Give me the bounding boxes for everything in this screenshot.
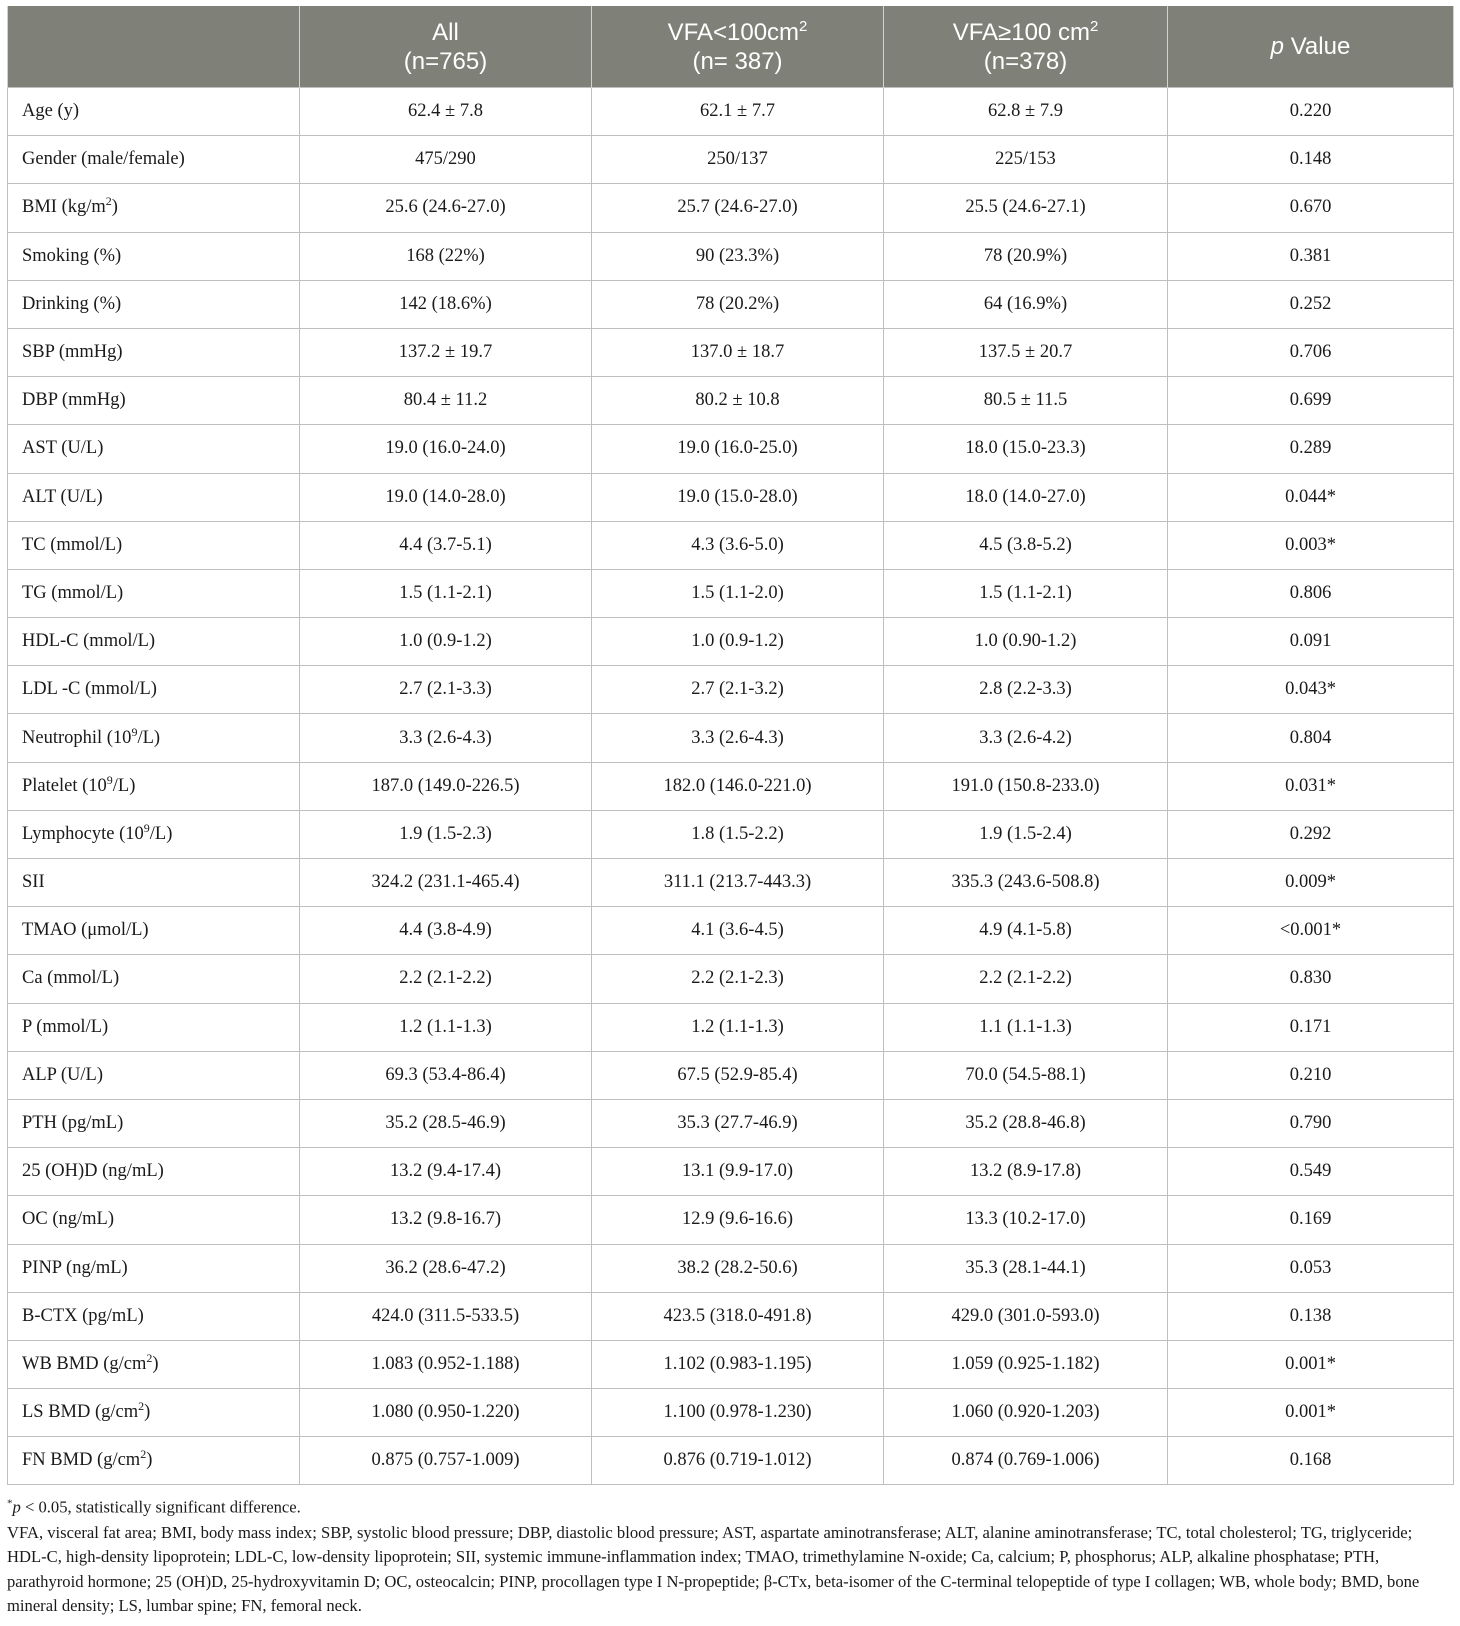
cell-p-value: 0.003* xyxy=(1168,521,1454,569)
cell-variable: ALP (U/L) xyxy=(8,1051,300,1099)
table-row xyxy=(8,714,1454,762)
cell-vfa-low: 4.1 (3.6-4.5) xyxy=(592,907,884,955)
cell-variable: Lymphocyte $(10^9/L)$ xyxy=(8,810,300,858)
cell-p-value: 0.053 xyxy=(1168,1244,1454,1292)
table-row xyxy=(8,328,1454,376)
cell-all: 19.0 (14.0-28.0) xyxy=(300,473,592,521)
cell-all: 35.2 (28.5-46.9) xyxy=(300,1099,592,1147)
cell-vfa-low: 1.102 (0.983-1.195) xyxy=(592,1340,884,1388)
cell-p-value: 0.806 xyxy=(1168,569,1454,617)
cell-variable: WB BMD $(g/cm^2)$ xyxy=(8,1340,300,1388)
cell-all: 187.0 (149.0-226.5) xyxy=(300,762,592,810)
cell-vfa-low: 4.3 (3.6-5.0) xyxy=(592,521,884,569)
cell-all: 4.4 (3.8-4.9) xyxy=(300,907,592,955)
cell-all: 2.2 (2.1-2.2) xyxy=(300,955,592,1003)
cell-vfa-low: 90 (23.3%) xyxy=(592,232,884,280)
cell-vfa-low: 2.2 (2.1-2.3) xyxy=(592,955,884,1003)
cell-vfa-low: 1.0 (0.9-1.2) xyxy=(592,618,884,666)
cell-vfa-high: 18.0 (15.0-23.3) xyxy=(884,425,1168,473)
cell-vfa-low: 38.2 (28.2-50.6) xyxy=(592,1244,884,1292)
table-row xyxy=(8,377,1454,425)
cell-vfa-high: 1.9 (1.5-2.4) xyxy=(884,810,1168,858)
cell-vfa-low: 3.3 (2.6-4.3) xyxy=(592,714,884,762)
footnote-marker: * xyxy=(7,1497,13,1510)
cell-p-value: 0.171 xyxy=(1168,1003,1454,1051)
cell-vfa-high: 2.8 (2.2-3.3) xyxy=(884,666,1168,714)
cell-all: 137.2 ± 19.7 xyxy=(300,328,592,376)
header-vfa-high xyxy=(884,6,1168,88)
cell-vfa-high: 1.1 (1.1-1.3) xyxy=(884,1003,1168,1051)
cell-p-value: 0.210 xyxy=(1168,1051,1454,1099)
header-vfa-high-title: VFA≥100 cm xyxy=(952,18,1090,46)
cell-p-value: 0.804 xyxy=(1168,714,1454,762)
cell-p-value: 0.043* xyxy=(1168,666,1454,714)
cell-vfa-low: 2.7 (2.1-3.2) xyxy=(592,666,884,714)
header-vfa-high-n: (n=378) xyxy=(983,47,1068,75)
cell-variable: OC (ng/mL) xyxy=(8,1196,300,1244)
header-p-italic: p xyxy=(1270,33,1285,60)
cell-vfa-low: 25.7 (24.6-27.0) xyxy=(592,184,884,232)
cell-vfa-high: 1.5 (1.1-2.1) xyxy=(884,569,1168,617)
cell-p-value: 0.138 xyxy=(1168,1292,1454,1340)
cell-all: 4.4 (3.7-5.1) xyxy=(300,521,592,569)
table-row xyxy=(8,762,1454,810)
cell-all: 69.3 (53.4-86.4) xyxy=(300,1051,592,1099)
header-row xyxy=(8,6,1454,88)
cell-variable: Smoking (%) xyxy=(8,232,300,280)
cell-p-value: 0.549 xyxy=(1168,1148,1454,1196)
cell-vfa-high: 13.3 (10.2-17.0) xyxy=(884,1196,1168,1244)
table-row xyxy=(8,184,1454,232)
cell-p-value: 0.220 xyxy=(1168,88,1454,136)
cell-vfa-low: 35.3 (27.7-46.9) xyxy=(592,1099,884,1147)
cell-p-value: 0.001* xyxy=(1168,1389,1454,1437)
cell-vfa-low: 19.0 (16.0-25.0) xyxy=(592,425,884,473)
table-row xyxy=(8,1437,1454,1485)
cell-vfa-high: 137.5 ± 20.7 xyxy=(884,328,1168,376)
cell-vfa-high: 13.2 (8.9-17.8) xyxy=(884,1148,1168,1196)
cell-all: 1.5 (1.1-2.1) xyxy=(300,569,592,617)
cell-variable: PTH (pg/mL) xyxy=(8,1099,300,1147)
table-row xyxy=(8,1244,1454,1292)
cell-vfa-low: 182.0 (146.0-221.0) xyxy=(592,762,884,810)
header-vfa-low-title: VFA<100cm xyxy=(667,18,800,46)
cell-vfa-high: 2.2 (2.1-2.2) xyxy=(884,955,1168,1003)
significance-footnote xyxy=(7,1491,1453,1520)
table-header xyxy=(8,6,1454,88)
cell-p-value: 0.169 xyxy=(1168,1196,1454,1244)
cell-vfa-low: 1.100 (0.978-1.230) xyxy=(592,1389,884,1437)
cell-all: 0.875 (0.757-1.009) xyxy=(300,1437,592,1485)
cell-vfa-low: 19.0 (15.0-28.0) xyxy=(592,473,884,521)
cell-all: 142 (18.6%) xyxy=(300,280,592,328)
header-all-title: All xyxy=(432,18,459,46)
cell-p-value: <0.001* xyxy=(1168,907,1454,955)
header-p-value xyxy=(1168,6,1454,88)
table-row xyxy=(8,88,1454,136)
cell-vfa-low: 0.876 (0.719-1.012) xyxy=(592,1437,884,1485)
table-row xyxy=(8,1148,1454,1196)
cell-variable: ALT (U/L) xyxy=(8,473,300,521)
cell-variable: Neutrophil $(10^9/L)$ xyxy=(8,714,300,762)
cell-all: 1.083 (0.952-1.188) xyxy=(300,1340,592,1388)
cell-variable: Gender (male/female) xyxy=(8,136,300,184)
cell-p-value: 0.706 xyxy=(1168,328,1454,376)
cell-all: 1.2 (1.1-1.3) xyxy=(300,1003,592,1051)
cell-vfa-high: 64 (16.9%) xyxy=(884,280,1168,328)
cell-p-value: 0.381 xyxy=(1168,232,1454,280)
header-vfa-low-sup: 2 xyxy=(799,17,808,35)
cell-all: 1.080 (0.950-1.220) xyxy=(300,1389,592,1437)
table-body xyxy=(8,88,1454,1485)
cell-p-value: 0.830 xyxy=(1168,955,1454,1003)
table-row xyxy=(8,1389,1454,1437)
cell-all: 80.4 ± 11.2 xyxy=(300,377,592,425)
table-row xyxy=(8,280,1454,328)
cell-p-value: 0.031* xyxy=(1168,762,1454,810)
cell-variable: P (mmol/L) xyxy=(8,1003,300,1051)
cell-vfa-low: 67.5 (52.9-85.4) xyxy=(592,1051,884,1099)
header-variable xyxy=(8,6,300,88)
cell-vfa-high: 78 (20.9%) xyxy=(884,232,1168,280)
cell-p-value: 0.168 xyxy=(1168,1437,1454,1485)
cell-vfa-low: 423.5 (318.0-491.8) xyxy=(592,1292,884,1340)
cell-all: 2.7 (2.1-3.3) xyxy=(300,666,592,714)
cell-variable: 25 (OH)D (ng/mL) xyxy=(8,1148,300,1196)
cell-vfa-low: 250/137 xyxy=(592,136,884,184)
cell-all: 1.9 (1.5-2.3) xyxy=(300,810,592,858)
cell-all: 25.6 (24.6-27.0) xyxy=(300,184,592,232)
cell-vfa-high: 0.874 (0.769-1.006) xyxy=(884,1437,1168,1485)
cell-p-value: 0.292 xyxy=(1168,810,1454,858)
cell-vfa-low: 1.2 (1.1-1.3) xyxy=(592,1003,884,1051)
table-row xyxy=(8,473,1454,521)
cell-vfa-high: 35.2 (28.8-46.8) xyxy=(884,1099,1168,1147)
cell-variable: TC (mmol/L) xyxy=(8,521,300,569)
cell-all: 3.3 (2.6-4.3) xyxy=(300,714,592,762)
cell-p-value: 0.044* xyxy=(1168,473,1454,521)
cell-vfa-high: 1.060 (0.920-1.203) xyxy=(884,1389,1168,1437)
cell-vfa-low: 137.0 ± 18.7 xyxy=(592,328,884,376)
table-row xyxy=(8,1292,1454,1340)
table-row xyxy=(8,955,1454,1003)
cell-p-value: 0.699 xyxy=(1168,377,1454,425)
header-vfa-high-sup: 2 xyxy=(1089,17,1099,35)
cell-p-value: 0.091 xyxy=(1168,618,1454,666)
cell-all: 475/290 xyxy=(300,136,592,184)
table-row xyxy=(8,1099,1454,1147)
cell-all: 168 (22%) xyxy=(300,232,592,280)
table-row xyxy=(8,1003,1454,1051)
cell-variable: TMAO (μmol/L) xyxy=(8,907,300,955)
cell-vfa-high: 25.5 (24.6-27.1) xyxy=(884,184,1168,232)
cell-vfa-high: 3.3 (2.6-4.2) xyxy=(884,714,1168,762)
cell-vfa-low: 1.8 (1.5-2.2) xyxy=(592,810,884,858)
cell-variable: LDL -C (mmol/L) xyxy=(8,666,300,714)
table-row xyxy=(8,666,1454,714)
cell-p-value: 0.001* xyxy=(1168,1340,1454,1388)
table-row xyxy=(8,859,1454,907)
cell-variable: DBP (mmHg) xyxy=(8,377,300,425)
cell-all: 13.2 (9.4-17.4) xyxy=(300,1148,592,1196)
cell-vfa-high: 335.3 (243.6-508.8) xyxy=(884,859,1168,907)
cell-vfa-low: 1.5 (1.1-2.0) xyxy=(592,569,884,617)
table-row xyxy=(8,232,1454,280)
cell-all: 13.2 (9.8-16.7) xyxy=(300,1196,592,1244)
cell-variable: BMI $(kg/m^2)$ xyxy=(8,184,300,232)
cell-vfa-high: 70.0 (54.5-88.1) xyxy=(884,1051,1168,1099)
cell-variable: SII xyxy=(8,859,300,907)
cell-vfa-high: 4.9 (4.1-5.8) xyxy=(884,907,1168,955)
cell-vfa-low: 62.1 ± 7.7 xyxy=(592,88,884,136)
cell-vfa-low: 12.9 (9.6-16.6) xyxy=(592,1196,884,1244)
abbreviations-note: VFA, visceral fat area; BMI, body mass index; SBP, systolic blood pressure; DBP, diastolic blood pressure; AST, aspartate aminotransferase; ALT, alanine aminotransferase; TC, total cholesterol; TG, triglyceride; HDL-C, high-density lipoprotein; LDL-C, low-density lipoprotein; SII, systemic immune-inflammation index; TMAO, trimethylamine N-oxide; Ca, calcium; P, phosphorus; ALP, alkaline phosphatase; PTH, parathyroid hormone; 25 (OH)D, 25-hydroxyvitamin D; OC, osteocalcin; PINP, procollagen type I N-propeptide; β-CTx, beta-isomer of the C-terminal telopeptide of type I collagen; WB, whole body; BMD, bone mineral density; LS, lumbar spine; FN, femoral neck. xyxy=(7,1522,1420,1616)
baseline-characteristics-table xyxy=(7,6,1454,1485)
cell-p-value: 0.252 xyxy=(1168,280,1454,328)
cell-variable: LS BMD $(g/cm^2)$ xyxy=(8,1389,300,1437)
cell-vfa-high: 191.0 (150.8-233.0) xyxy=(884,762,1168,810)
cell-variable: B-CTX (pg/mL) xyxy=(8,1292,300,1340)
cell-vfa-high: 1.0 (0.90-1.2) xyxy=(884,618,1168,666)
cell-all: 424.0 (311.5-533.5) xyxy=(300,1292,592,1340)
cell-vfa-high: 225/153 xyxy=(884,136,1168,184)
cell-vfa-high: 35.3 (28.1-44.1) xyxy=(884,1244,1168,1292)
header-p-rest: Value xyxy=(1284,33,1351,60)
cell-vfa-high: 80.5 ± 11.5 xyxy=(884,377,1168,425)
document xyxy=(7,6,1453,1619)
cell-vfa-high: 1.059 (0.925-1.182) xyxy=(884,1340,1168,1388)
cell-vfa-high: 18.0 (14.0-27.0) xyxy=(884,473,1168,521)
table-row xyxy=(8,569,1454,617)
cell-vfa-high: 62.8 ± 7.9 xyxy=(884,88,1168,136)
cell-all: 36.2 (28.6-47.2) xyxy=(300,1244,592,1292)
cell-p-value: 0.148 xyxy=(1168,136,1454,184)
header-all-n: (n=765) xyxy=(403,47,488,75)
table-row xyxy=(8,618,1454,666)
cell-p-value: 0.009* xyxy=(1168,859,1454,907)
header-all xyxy=(300,6,592,88)
cell-vfa-low: 13.1 (9.9-17.0) xyxy=(592,1148,884,1196)
cell-variable: Ca (mmol/L) xyxy=(8,955,300,1003)
table-row xyxy=(8,136,1454,184)
table-row xyxy=(8,521,1454,569)
cell-variable: Platelet $(10^9/L)$ xyxy=(8,762,300,810)
cell-all: 1.0 (0.9-1.2) xyxy=(300,618,592,666)
cell-vfa-low: 80.2 ± 10.8 xyxy=(592,377,884,425)
cell-variable: FN BMD $(g/cm^2)$ xyxy=(8,1437,300,1485)
cell-vfa-low: 311.1 (213.7-443.3) xyxy=(592,859,884,907)
cell-variable: HDL-C (mmol/L) xyxy=(8,618,300,666)
cell-variable: PINP (ng/mL) xyxy=(8,1244,300,1292)
cell-vfa-high: 429.0 (301.0-593.0) xyxy=(884,1292,1168,1340)
header-vfa-low-n: (n= 387) xyxy=(692,47,783,75)
table-row xyxy=(8,425,1454,473)
cell-all: 19.0 (16.0-24.0) xyxy=(300,425,592,473)
table-row xyxy=(8,1196,1454,1244)
cell-variable: SBP (mmHg) xyxy=(8,328,300,376)
cell-all: 62.4 ± 7.8 xyxy=(300,88,592,136)
cell-vfa-low: 78 (20.2%) xyxy=(592,280,884,328)
cell-variable: AST (U/L) xyxy=(8,425,300,473)
cell-p-value: 0.790 xyxy=(1168,1099,1454,1147)
cell-all: 324.2 (231.1-465.4) xyxy=(300,859,592,907)
table-row xyxy=(8,810,1454,858)
table-notes xyxy=(7,1491,1453,1619)
table-row xyxy=(8,1051,1454,1099)
cell-p-value: 0.289 xyxy=(1168,425,1454,473)
header-vfa-low xyxy=(592,6,884,88)
footnote-p: p xyxy=(12,1497,21,1517)
cell-variable: TG (mmol/L) xyxy=(8,569,300,617)
cell-variable: Age (y) xyxy=(8,88,300,136)
table-row xyxy=(8,907,1454,955)
cell-p-value: 0.670 xyxy=(1168,184,1454,232)
footnote-text: < 0.05, statistically significant difference. xyxy=(20,1497,301,1517)
table-row xyxy=(8,1340,1454,1388)
cell-vfa-high: 4.5 (3.8-5.2) xyxy=(884,521,1168,569)
cell-variable: Drinking (%) xyxy=(8,280,300,328)
